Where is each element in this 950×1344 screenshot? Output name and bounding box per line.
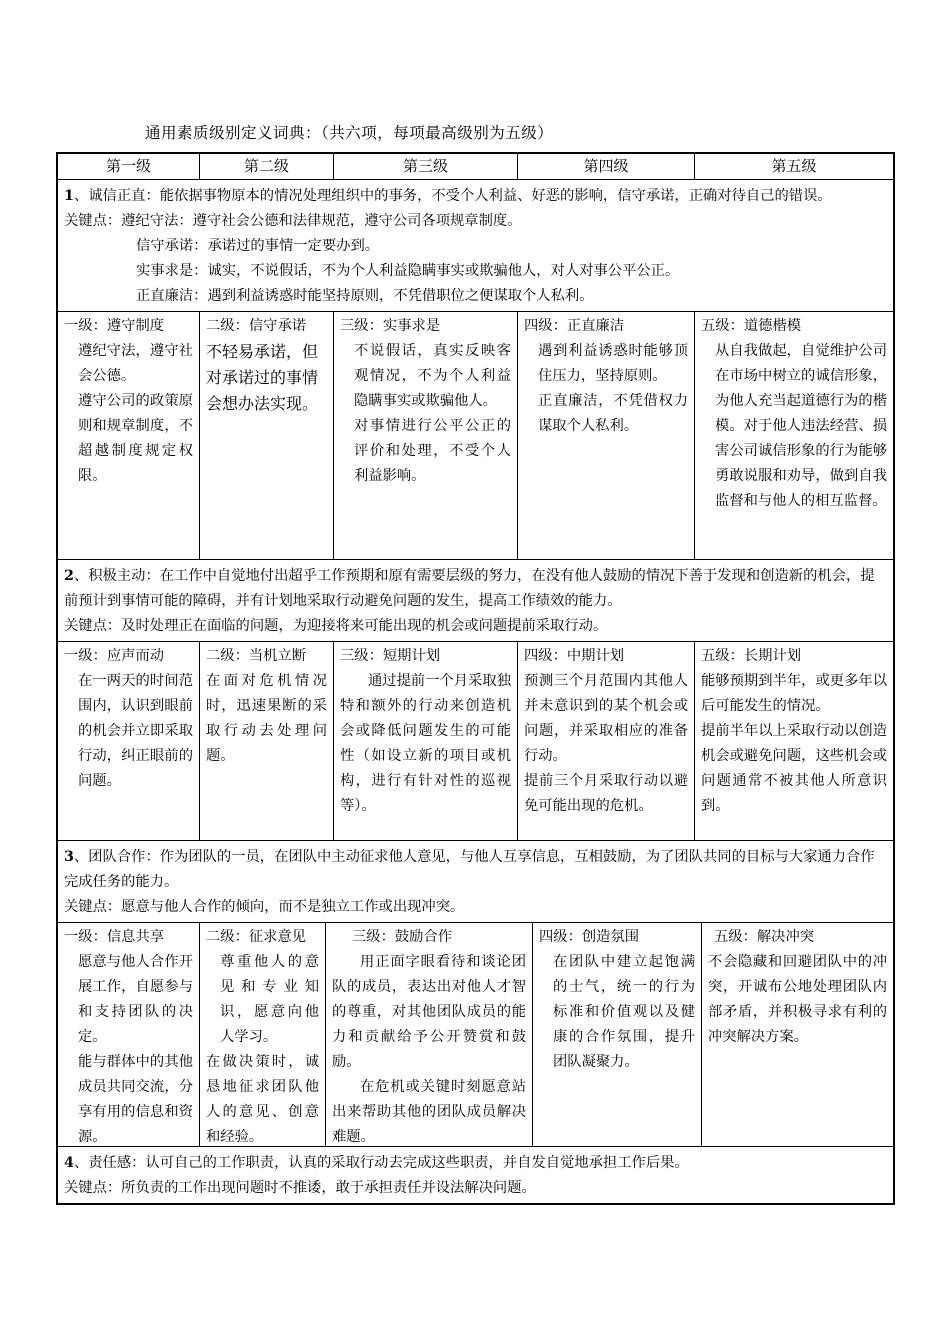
section-2-level-5: 五级：长期计划 能够预期到半年，或更多年以后可能发生的情况。 提前半年以上采取行动以创造机会或避免问题，这些机会或问题通常不被其他人所意识到。 <box>694 642 893 840</box>
section-2-level-2: 二级：当机立断 在面对危机情况时，迅速果断的采取行动去处理问题。 <box>199 642 333 840</box>
section-2-description <box>58 559 893 641</box>
section-2-keypoint: 关键点：及时处理正在面临的问题，为迎接将来可能出现的机会或问题提前采取行动。 <box>64 618 608 634</box>
header-level-2: 第二级 <box>199 154 333 179</box>
header-level-4: 第四级 <box>517 154 694 179</box>
section-1-level-4: 四级：正直廉洁 遇到利益诱惑时能够顶住压力，坚持原则。 正直廉洁，不凭借权力谋取个人私利。 <box>517 312 694 559</box>
header-level-1: 第一级 <box>105 157 151 175</box>
section-1-description <box>58 179 893 311</box>
section-1-level-1: 一级：遵守制度 遵纪守法，遵守社会公德。 遵守公司的政策原则和规章制度，不超越制度规定权限。 <box>64 318 193 484</box>
section-1-levels <box>58 311 893 559</box>
section-1-level-5: 五级：道德楷模 从自我做起，自觉维护公司在市场中树立的诚信形象，为他人充当起道德行为的楷模。对于他人违法经营、损害公司诚信形象的行为能够勇敢说服和劝导，做到自我监督和与他人的相互监督。 <box>694 312 893 559</box>
section-3-keypoint: 关键点：愿意与他人合作的倾向，而不是独立工作或出现冲突。 <box>64 899 465 915</box>
section-1-level-3: 三级：实事求是 不说假话，真实反映客观情况，不为个人利益隐瞒事实或欺骗他人。 对事情进行公平公正的评价和处理，不受个人利益影响。 <box>333 312 517 559</box>
section-3-level-3: 三级：鼓励合作 用正面字眼看待和谈论团队的成员，表达出对他人才智的尊重，对其他团队成员的能力和贡献给予公开赞赏和鼓励。 在危机或关键时刻愿意站出来帮助其他的团队成员解决难题。 <box>325 923 532 1146</box>
section-1-keypoint: 信守承诺：承诺过的事情一定要办到。 <box>136 238 380 254</box>
section-2-levels <box>58 641 893 840</box>
section-2-level-1: 一级：应声而动 在一两天的时间范围内，认识到眼前的机会并立即采取行动，纠正眼前的问题。 <box>64 648 193 789</box>
section-3-level-4: 四级：创造氛围 在团队中建立起饱满的士气，统一的行为标准和价值观以及健康的合作氛围，提升团队凝聚力。 <box>532 923 701 1146</box>
section-2-level-4: 四级：中期计划 预测三个月范围内其他人并未意识到的某个机会或问题，并采取相应的准备行动。 提前三个月采取行动以避免可能出现的危机。 <box>517 642 694 840</box>
section-4-keypoint: 关键点：所负责的工作出现问题时不推诿，敢于承担责任并设法解决问题。 <box>64 1180 536 1196</box>
section-4-definition: 4、责任感：认可自己的工作职责，认真的采取行动去完成这些职责，并自发自觉地承担工作后果。 <box>64 1155 689 1171</box>
section-3-definition: 3、团队合作：作为团队的一员，在团队中主动征求他人意见，与他人互享信息，互相鼓励，为了团队共同的目标与大家通力合作完成任务的能力。 <box>64 849 875 890</box>
section-1-keypoint: 正直廉洁：遇到利益诱惑时能坚持原则，不凭借职位之便谋取个人私利。 <box>136 288 594 304</box>
section-3-level-1: 一级：信息共享 愿意与他人合作开展工作，自愿参与和支持团队的决定。 能与群体中的其他成员共同交流，分享有用的信息和资源。 <box>64 929 193 1145</box>
section-2-level-3: 三级：短期计划 通过提前一个月采取独特和额外的行动来创造机会或降低问题发生的可能性（如设立新的项目或机构，进行有针对性的巡视等）。 <box>333 642 517 840</box>
section-3-levels <box>58 922 893 1146</box>
section-3-level-2: 二级：征求意见 尊重他人的意见和专业知识，愿意向他人学习。 在做决策时，诚恳地征求团队他人的意见、创意和经验。 <box>199 923 325 1146</box>
section-1-keypoint: 关键点：遵纪守法：遵守社会公德和法律规范，遵守公司各项规章制度。 <box>64 213 522 229</box>
section-3-level-5: 五级：解决冲突 不会隐藏和回避团队中的冲突，开诚布公地处理团队内部矛盾，并积极寻求有利的冲突解决方案。 <box>701 923 893 1146</box>
section-1-level-2: 二级：信守承诺 不轻易承诺，但对承诺过的事情会想办法实现。 <box>199 312 333 559</box>
page-title: 通用素质级别定义词典：（共六项，每项最高级别为五级） <box>145 124 554 142</box>
level-header-row <box>58 154 893 179</box>
section-1-keypoint: 实事求是：诚实，不说假话，不为个人利益隐瞒事实或欺骗他人，对人对事公平公正。 <box>136 263 680 279</box>
section-3-description <box>58 840 893 922</box>
header-level-5: 第五级 <box>694 154 893 179</box>
section-2-definition: 2、积极主动：在工作中自觉地付出超乎工作预期和原有需要层级的努力，在没有他人鼓励的情况下善于发现和创造新的机会，提前预计到事情可能的障碍，并有计划地采取行动避免问题的发生，提高工作绩效的能力。 <box>64 568 875 609</box>
competency-table <box>56 152 895 1205</box>
header-level-3: 第三级 <box>333 154 517 179</box>
section-1-definition: 1、诚信正直：能依据事物原本的情况处理组织中的事务，不受个人利益、好恶的影响，信守承诺，正确对待自己的错误。 <box>64 188 832 204</box>
section-4-description <box>58 1146 893 1203</box>
